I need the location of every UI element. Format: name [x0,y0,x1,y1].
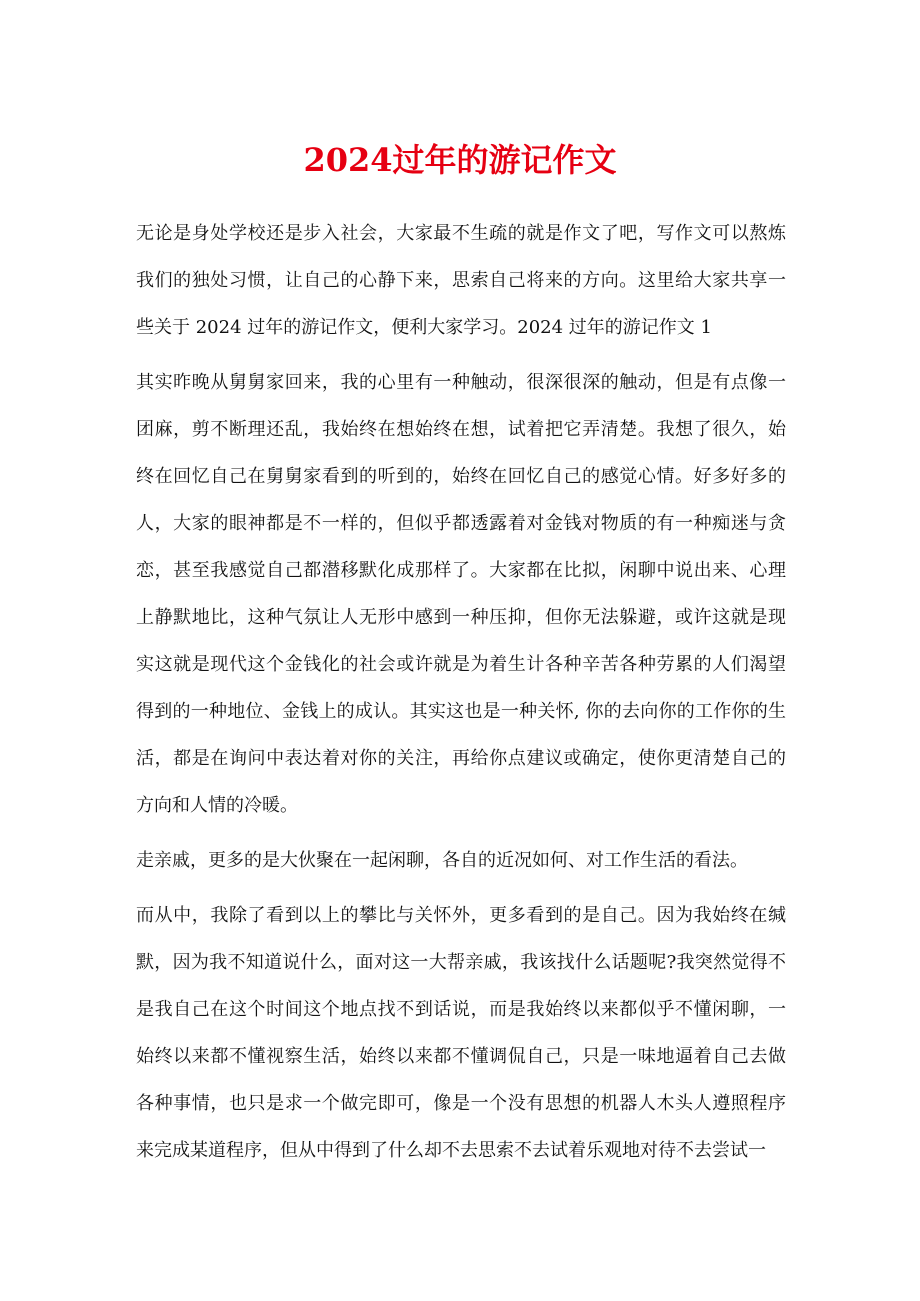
paragraph [136,363,786,833]
text-line: 终在回忆自己在舅舅家看到的听到的，始终在回忆自己的感觉心情。好多好多的 [136,466,786,487]
text-line: 人，大家的眼神都是不一样的，但似乎都透露着对金钱对物质的有一种痴迷与贪 [136,513,786,534]
text-line: 走亲戚，更多的是大伙聚在一起闲聊，各自的近况如何、对工作生活的看法。 [136,850,748,871]
page-title: 2024过年的游记作文 [303,141,617,179]
text-line: 无论是身处学校还是步入社会，大家最不生疏的就是作文了吧，写作文可以熬炼 [136,223,786,244]
paragraph [136,841,786,888]
paragraph [136,896,786,1178]
text-line: 而从中，我除了看到以上的攀比与关怀外，更多看到的是自己。因为我始终在缄 [136,905,786,926]
text-line: 些关于 2024 过年的游记作文，便利大家学习。2024 过年的游记作文 1 [136,317,712,338]
text-line: 团麻，剪不断理还乱，我始终在想始终在想，试着把它弄清楚。我想了很久，始 [136,419,786,440]
text-line: 是我自己在这个时间这个地点找不到话说，而是我始终以来都似乎不懂闲聊，一 [136,999,786,1020]
document-body [136,214,786,1186]
text-line: 上静默地比，这种气氛让人无形中感到一种压抑，但你无法躲避，或许这就是现 [136,607,786,628]
text-line: 方向和人情的冷暖。 [136,795,298,816]
text-line: 实这就是现代这个金钱化的社会或许就是为着生计各种辛苦各种劳累的人们渴望 [136,654,786,675]
paragraph [136,214,786,355]
text-line: 来完成某道程序，但从中得到了什么却不去思索不去试着乐观地对待不去尝试一 [136,1140,766,1161]
text-line: 得到的一种地位、金钱上的成认。其实这也是一种关怀, 你的去向你的工作你的生 [136,701,786,722]
text-line: 默，因为我不知道说什么，面对这一大帮亲戚，我该找什么话题呢?我突然觉得不 [136,952,786,973]
text-line: 其实昨晚从舅舅家回来，我的心里有一种触动，很深很深的触动，但是有点像一 [136,372,786,393]
text-line: 各种事情，也只是求一个做完即可，像是一个没有思想的机器人木头人遵照程序 [136,1093,786,1114]
text-line: 活，都是在询问中表达着对你的关注，再给你点建议或确定，使你更清楚自己的 [136,748,786,769]
text-line: 始终以来都不懂视察生活，始终以来都不懂调侃自己，只是一味地逼着自己去做 [136,1046,786,1067]
text-line: 我们的独处习惯，让自己的心静下来，思索自己将来的方向。这里给大家共享一 [136,270,786,291]
text-line: 恋，甚至我感觉自己都潜移默化成那样了。大家都在比拟，闲聊中说出来、心理 [136,560,786,581]
